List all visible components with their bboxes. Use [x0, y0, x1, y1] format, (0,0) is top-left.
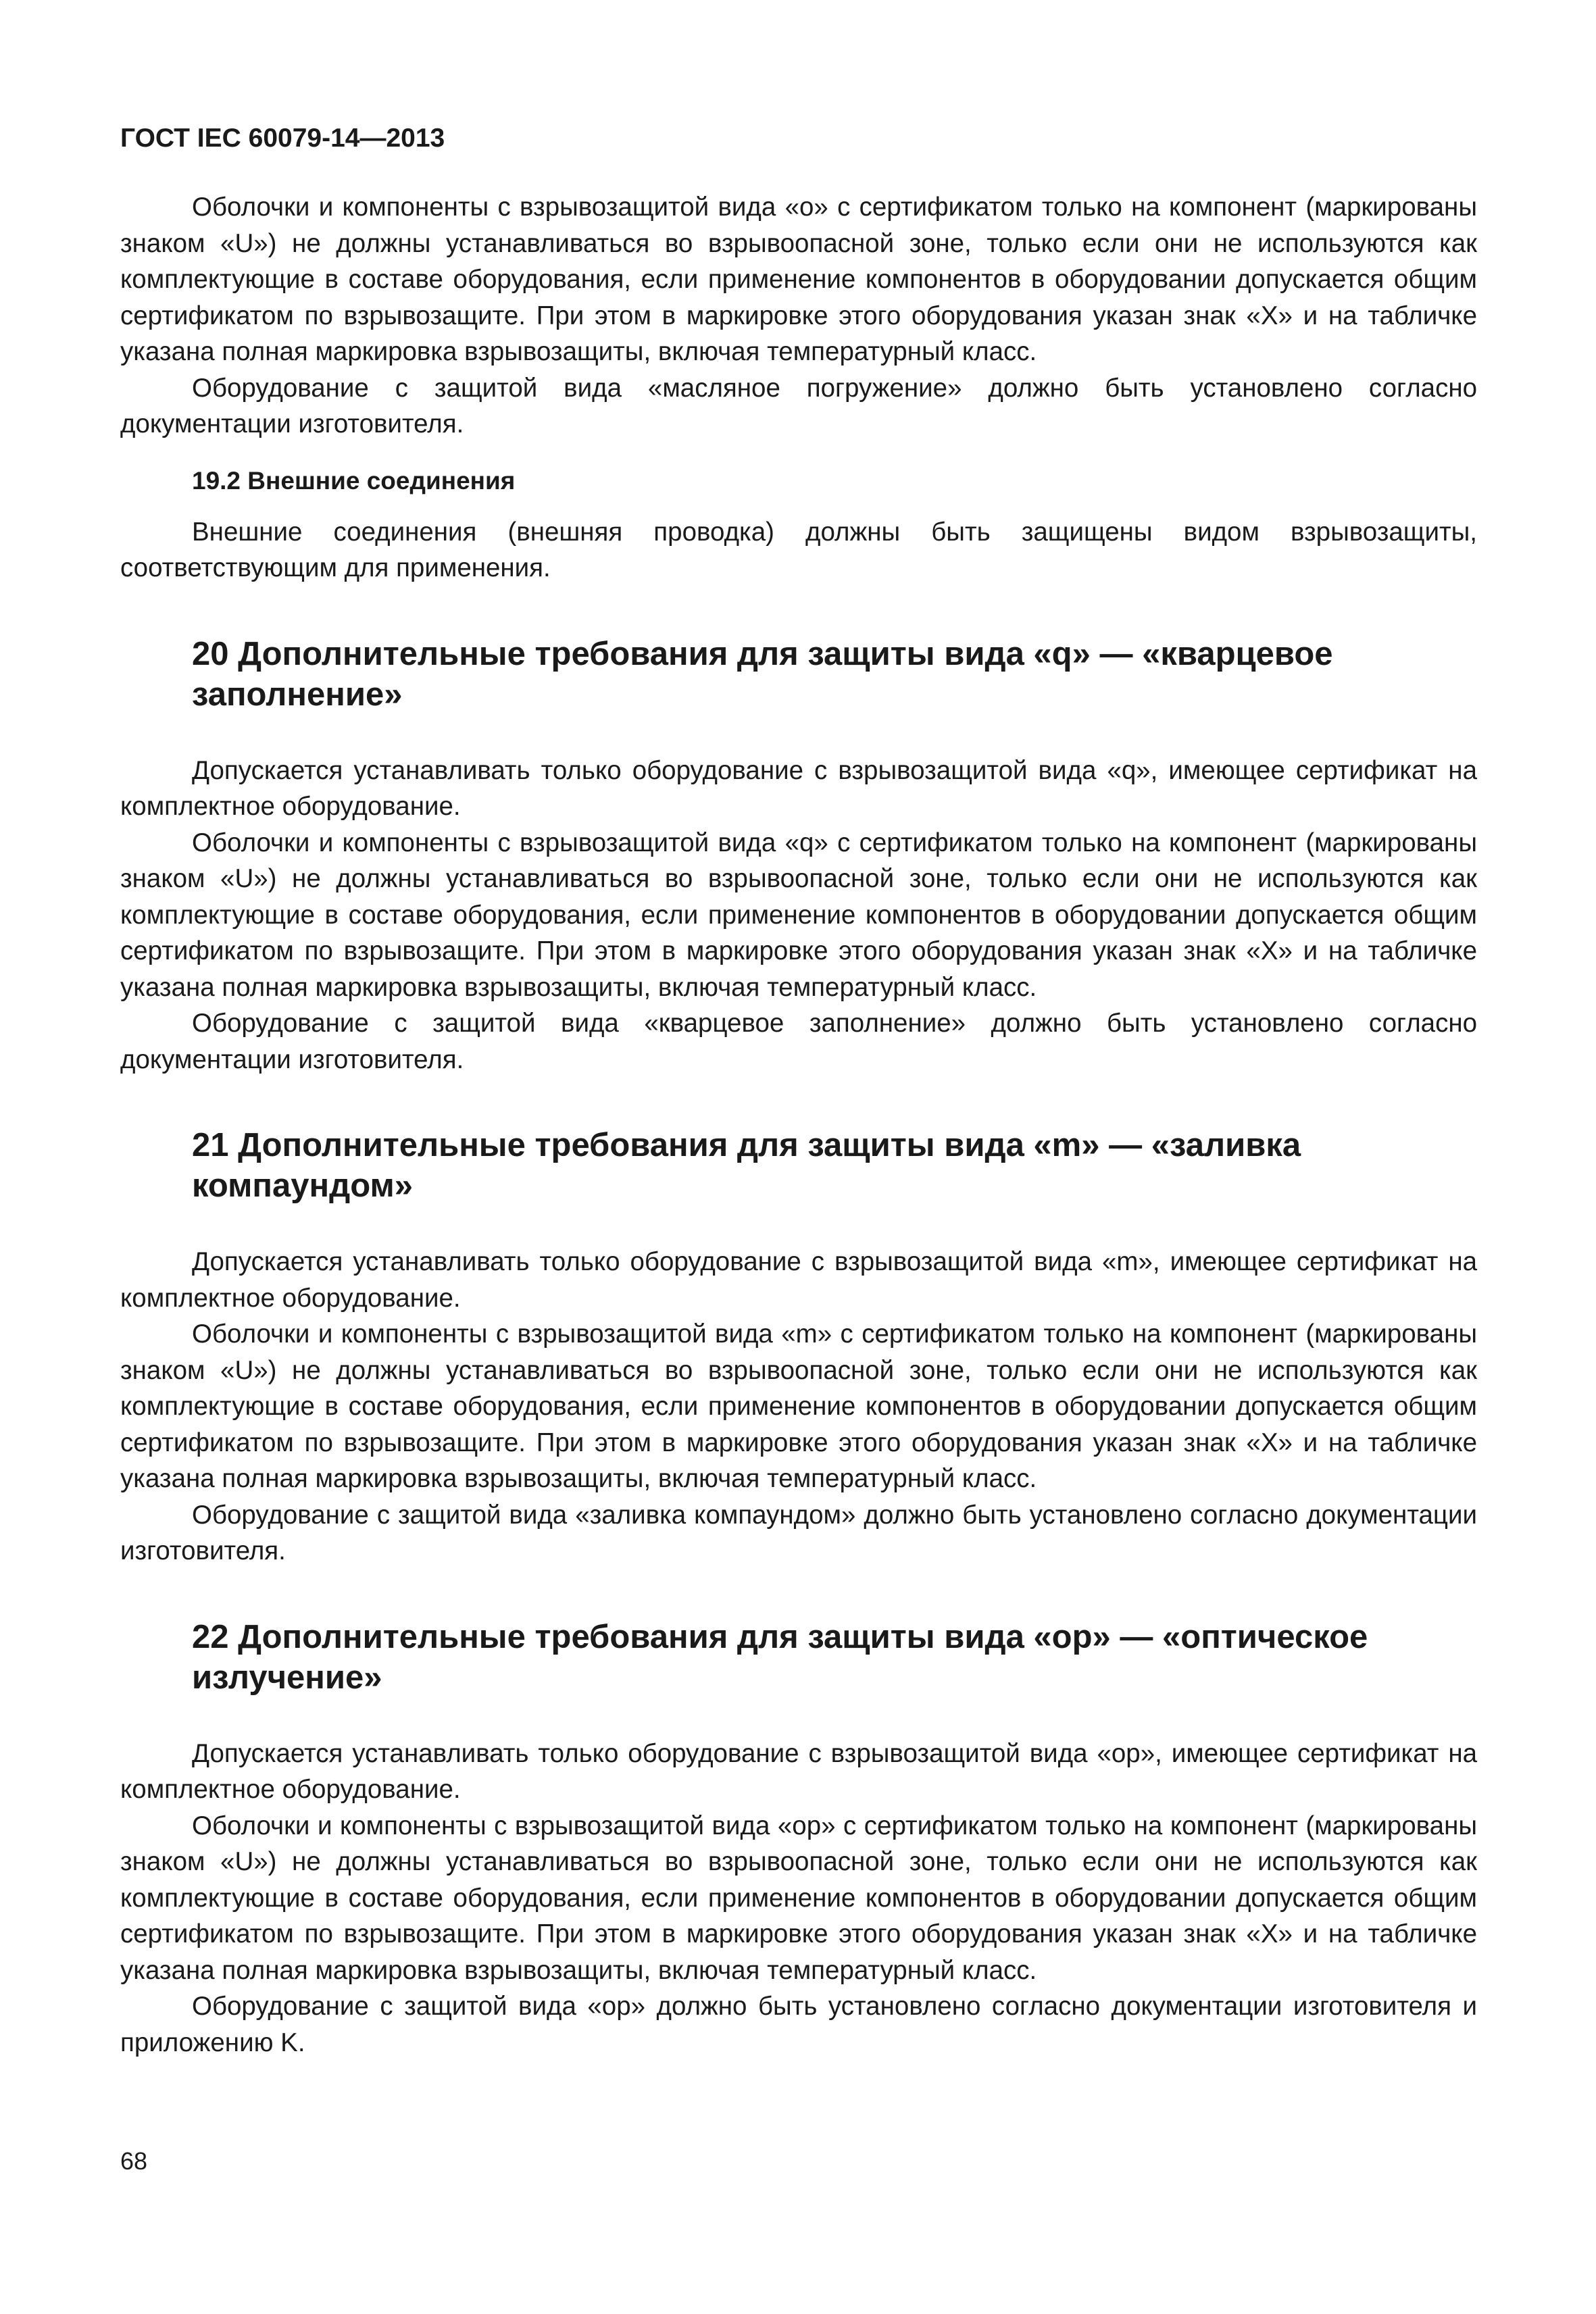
- paragraph: Допускается устанавливать только оборудование с взрывозащитой вида «q», имеющее сертификат на комплектное оборудование.: [120, 755, 1477, 821]
- section-title-22: 22 Дополнительные требования для защиты вида «op» — «оптическое излучение»: [192, 1618, 1368, 1696]
- paragraph: Оборудование с защитой вида «кварцевое заполнение» должно быть установлено согласно документации изготовителя.: [120, 1009, 1477, 1074]
- subsection-title-19-2: 19.2 Внешние соединения: [192, 466, 516, 495]
- standard-id-header: ГОСТ IEC 60079-14—2013: [120, 124, 445, 153]
- page-number: 68: [120, 2147, 148, 2175]
- paragraph: Оболочки и компоненты с взрывозащитой вида «m» с сертификатом только на компонент (маркированы знаком «U») не должны устанавливаться во взрывоопасной зоне, только если они не используются как комплектующие в составе оборудования, если применение компонентов в оборудовании допускается общим сертификатом по взрывозащите. При этом в маркировке этого оборудования указан знак «X» и на табличке указана полная маркировка взрывозащиты, включая температурный класс.: [120, 1319, 1477, 1493]
- section-title-20: 20 Дополнительные требования для защиты вида «q» — «кварцевое заполнение»: [192, 635, 1333, 713]
- paragraph: Оболочки и компоненты с взрывозащитой вида «op» с сертификатом только на компонент (маркированы знаком «U») не должны устанавливаться во взрывоопасной зоне, только если они не используются как комплектующие в составе оборудования, если применение компонентов в оборудовании допускается общим сертификатом по взрывозащите. При этом в маркировке этого оборудования указан знак «X» и на табличке указана полная маркировка взрывозащиты, включая температурный класс.: [120, 1811, 1477, 1985]
- page-content: [120, 120, 1477, 2061]
- section-title-21: 21 Дополнительные требования для защиты вида «m» — «заливка компаундом»: [192, 1127, 1301, 1204]
- paragraph: Оболочки и компоненты с взрывозащитой вида «о» с сертификатом только на компонент (маркированы знаком «U») не должны устанавливаться во взрывоопасной зоне, только если они не используются как комплектующие в составе оборудования, если применение компонентов в оборудовании допускается общим сертификатом по взрывозащите. При этом в маркировке этого оборудования указан знак «X» и на табличке указана полная маркировка взрывозащиты, включая температурный класс.: [120, 193, 1477, 366]
- paragraph: Допускается устанавливать только оборудование с взрывозащитой вида «op», имеющее сертификат на комплектное оборудование.: [120, 1738, 1477, 1804]
- paragraph: Оборудование с защитой вида «масляное погружение» должно быть установлено согласно документации изготовителя.: [120, 373, 1477, 438]
- paragraph: Оборудование с защитой вида «op» должно быть установлено согласно документации изготовителя и приложению K.: [120, 1992, 1477, 2057]
- paragraph: Оборудование с защитой вида «заливка компаундом» должно быть установлено согласно документации изготовителя.: [120, 1500, 1477, 1565]
- paragraph: Внешние соединения (внешняя проводка) должны быть защищены видом взрывозащиты, соответствующим для применения.: [120, 517, 1477, 582]
- paragraph: Оболочки и компоненты с взрывозащитой вида «q» с сертификатом только на компонент (маркированы знаком «U») не должны устанавливаться во взрывоопасной зоне, только если они не используются как комплектующие в составе оборудования, если применение компонентов в оборудовании допускается общим сертификатом по взрывозащите. При этом в маркировке этого оборудования указан знак «X» и на табличке указана полная маркировка взрывозащиты, включая температурный класс.: [120, 828, 1477, 1002]
- paragraph: Допускается устанавливать только оборудование с взрывозащитой вида «m», имеющее сертификат на комплектное оборудование.: [120, 1247, 1477, 1313]
